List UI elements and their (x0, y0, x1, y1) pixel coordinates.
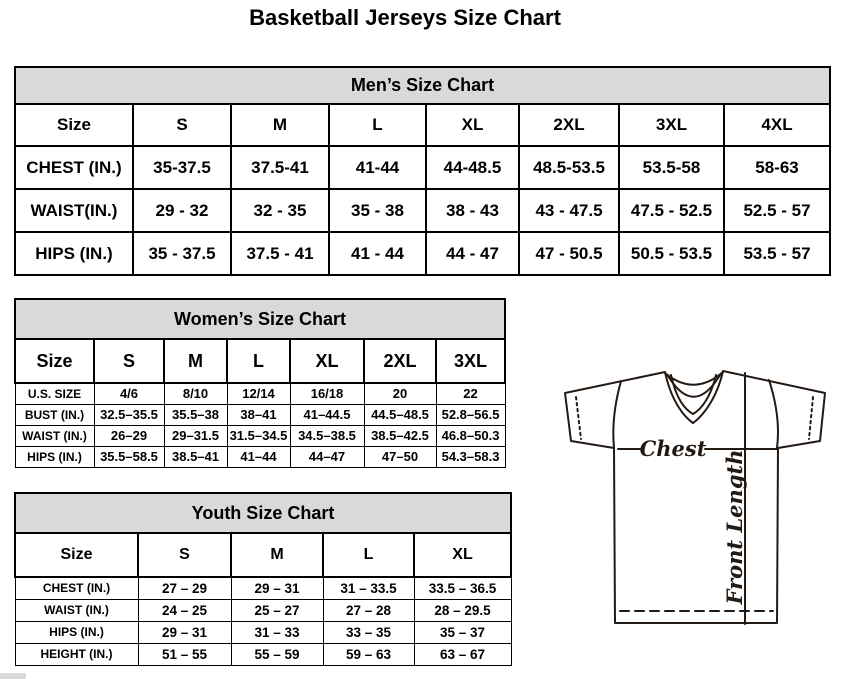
column-header: 2XL (519, 104, 619, 146)
size-value-cell: 22 (436, 383, 505, 404)
table-row (15, 189, 830, 232)
row-label-cell: HIPS (IN.) (15, 621, 138, 643)
row-label-cell: WAIST (IN.) (15, 599, 138, 621)
womens-size-chart-table (14, 298, 506, 468)
size-value-cell: 47 - 50.5 (519, 232, 619, 275)
size-value-cell: 63 – 67 (414, 643, 511, 665)
size-value-cell: 29–31.5 (164, 425, 227, 446)
size-value-cell: 53.5-58 (619, 146, 724, 189)
table-row (15, 643, 511, 665)
table-row (15, 533, 511, 577)
size-value-cell: 12/14 (227, 383, 290, 404)
table-title: Youth Size Chart (15, 493, 511, 533)
row-label-cell: HIPS (IN.) (15, 232, 133, 275)
column-header: 3XL (436, 339, 505, 383)
row-label-cell: WAIST (IN.) (15, 425, 94, 446)
row-label-cell: U.S. SIZE (15, 383, 94, 404)
chest-label: Chest (639, 436, 707, 461)
size-value-cell: 37.5-41 (231, 146, 329, 189)
table-title: Women’s Size Chart (15, 299, 505, 339)
table-row (15, 446, 505, 467)
size-value-cell: 41-44 (329, 146, 426, 189)
table-row (15, 67, 830, 104)
size-value-cell: 46.8–50.3 (436, 425, 505, 446)
size-value-cell: 24 – 25 (138, 599, 231, 621)
size-value-cell: 44-48.5 (426, 146, 519, 189)
size-value-cell: 35.5–58.5 (94, 446, 164, 467)
table-row (15, 383, 505, 404)
table-row (15, 339, 505, 383)
column-header: S (94, 339, 164, 383)
size-value-cell: 54.3–58.3 (436, 446, 505, 467)
size-value-cell: 31 – 33 (231, 621, 323, 643)
size-value-cell: 48.5-53.5 (519, 146, 619, 189)
size-value-cell: 44–47 (290, 446, 364, 467)
table-row (15, 104, 830, 146)
size-value-cell: 35.5–38 (164, 404, 227, 425)
size-value-cell: 35-37.5 (133, 146, 231, 189)
size-value-cell: 28 – 29.5 (414, 599, 511, 621)
size-value-cell: 41–44 (227, 446, 290, 467)
column-header: XL (290, 339, 364, 383)
column-header: XL (426, 104, 519, 146)
size-value-cell: 38.5–41 (164, 446, 227, 467)
page-title: Basketball Jerseys Size Chart (249, 5, 561, 30)
size-value-cell: 27 – 29 (138, 577, 231, 599)
front-length-label: Front Length (722, 449, 747, 605)
youth-size-chart-table (14, 492, 512, 666)
size-value-cell: 31 – 33.5 (323, 577, 414, 599)
table-row (15, 404, 505, 425)
size-value-cell: 35 - 37.5 (133, 232, 231, 275)
size-value-cell: 58-63 (724, 146, 830, 189)
size-value-cell: 38–41 (227, 404, 290, 425)
size-value-cell: 59 – 63 (323, 643, 414, 665)
column-header: 3XL (619, 104, 724, 146)
size-value-cell: 29 - 32 (133, 189, 231, 232)
size-value-cell: 16/18 (290, 383, 364, 404)
size-value-cell: 53.5 - 57 (724, 232, 830, 275)
table-title: Men’s Size Chart (15, 67, 830, 104)
table-row (15, 577, 511, 599)
size-value-cell: 33 – 35 (323, 621, 414, 643)
column-header: Size (15, 104, 133, 146)
column-header: L (329, 104, 426, 146)
size-value-cell: 31.5–34.5 (227, 425, 290, 446)
mens-size-chart-table (14, 66, 831, 276)
column-header: M (231, 104, 329, 146)
jersey-measurement-diagram (555, 360, 843, 670)
jersey-outline (565, 371, 825, 623)
size-value-cell: 50.5 - 53.5 (619, 232, 724, 275)
size-value-cell: 52.8–56.5 (436, 404, 505, 425)
size-value-cell: 8/10 (164, 383, 227, 404)
size-value-cell: 44.5–48.5 (364, 404, 436, 425)
size-value-cell: 47–50 (364, 446, 436, 467)
table-row (15, 493, 511, 533)
column-header: M (231, 533, 323, 577)
row-label-cell: WAIST(IN.) (15, 189, 133, 232)
table-row (15, 299, 505, 339)
column-header: S (133, 104, 231, 146)
table-row (15, 621, 511, 643)
size-value-cell: 33.5 – 36.5 (414, 577, 511, 599)
size-value-cell: 32.5–35.5 (94, 404, 164, 425)
size-value-cell: 20 (364, 383, 436, 404)
size-value-cell: 38 - 43 (426, 189, 519, 232)
column-header: Size (15, 533, 138, 577)
size-value-cell: 35 - 38 (329, 189, 426, 232)
size-value-cell: 47.5 - 52.5 (619, 189, 724, 232)
size-value-cell: 4/6 (94, 383, 164, 404)
column-header: M (164, 339, 227, 383)
column-header: L (227, 339, 290, 383)
size-value-cell: 27 – 28 (323, 599, 414, 621)
column-header: 2XL (364, 339, 436, 383)
size-value-cell: 41 - 44 (329, 232, 426, 275)
column-header: S (138, 533, 231, 577)
size-value-cell: 37.5 - 41 (231, 232, 329, 275)
size-value-cell: 32 - 35 (231, 189, 329, 232)
column-header: 4XL (724, 104, 830, 146)
row-label-cell: HEIGHT (IN.) (15, 643, 138, 665)
size-value-cell: 29 – 31 (138, 621, 231, 643)
size-value-cell: 34.5–38.5 (290, 425, 364, 446)
size-value-cell: 41–44.5 (290, 404, 364, 425)
table-row (15, 146, 830, 189)
row-label-cell: HIPS (IN.) (15, 446, 94, 467)
size-value-cell: 26–29 (94, 425, 164, 446)
size-value-cell: 29 – 31 (231, 577, 323, 599)
size-value-cell: 25 – 27 (231, 599, 323, 621)
column-header: Size (15, 339, 94, 383)
size-value-cell: 55 – 59 (231, 643, 323, 665)
row-label-cell: CHEST (IN.) (15, 577, 138, 599)
size-value-cell: 38.5–42.5 (364, 425, 436, 446)
table-row (15, 599, 511, 621)
row-label-cell: CHEST (IN.) (15, 146, 133, 189)
cutoff-table-fragment (0, 673, 26, 679)
size-value-cell: 51 – 55 (138, 643, 231, 665)
table-row (15, 232, 830, 275)
table-row (15, 425, 505, 446)
size-value-cell: 52.5 - 57 (724, 189, 830, 232)
size-value-cell: 43 - 47.5 (519, 189, 619, 232)
row-label-cell: BUST (IN.) (15, 404, 94, 425)
size-value-cell: 44 - 47 (426, 232, 519, 275)
size-value-cell: 35 – 37 (414, 621, 511, 643)
column-header: L (323, 533, 414, 577)
column-header: XL (414, 533, 511, 577)
